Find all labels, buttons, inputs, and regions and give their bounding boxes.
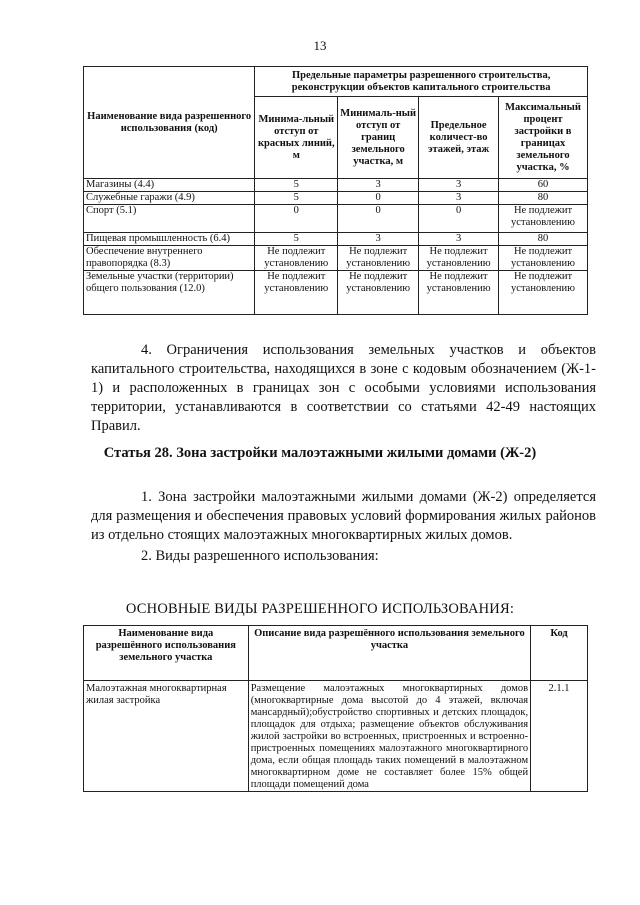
header-code: Код — [531, 626, 588, 681]
cell: 5 — [255, 233, 338, 246]
paragraph-2: 2. Виды разрешенного использования: — [141, 548, 379, 564]
permitted-uses-table — [83, 625, 588, 792]
cell: 60 — [499, 179, 588, 192]
cell: 3 — [338, 179, 419, 192]
cell: 3 — [338, 233, 419, 246]
article-title: Статья 28. Зона застройки малоэтажными жилыми домами (Ж-2) — [103, 445, 537, 461]
cell: Не подлежит установлению — [338, 271, 419, 315]
row-name: Спорт (5.1) — [84, 205, 255, 233]
cell: 3 — [419, 179, 499, 192]
cell: 80 — [499, 233, 588, 246]
table-row — [84, 246, 588, 271]
use-name: Малоэтажная многоквартирная жилая застройка — [84, 681, 249, 792]
row-name: Магазины (4.4) — [84, 179, 255, 192]
row-name: Служебные гаражи (4.9) — [84, 192, 255, 205]
use-description: Размещение малоэтажных многоквартирных домов (многоквартирные дома высотой до 4 этажей, включая мансардный);обустройство спортивных и детских площадок, площадок для отдыха; размещение объектов обслуживания жилой застройки во встроенных, пристроенных и встроенно-пристроенных помещениях малоэтажного многоквартирного дома, если общая площадь таких помещений в малоэтажном многоквартирном доме не составляет более 15% общей площади помещений дома — [248, 681, 530, 792]
header-description: Описание вида разрешённого использования земельного участка — [248, 626, 530, 681]
header-col: Предельное количест-во этажей, этаж — [419, 97, 499, 179]
table-row — [84, 681, 588, 792]
cell: 0 — [338, 192, 419, 205]
parameters-table — [83, 66, 588, 315]
cell: 0 — [255, 205, 338, 233]
header-col: Максимальный процент застройки в границах земельного участка, % — [499, 97, 588, 179]
section-heading: ОСНОВНЫЕ ВИДЫ РАЗРЕШЕННОГО ИСПОЛЬЗОВАНИЯ: — [125, 601, 515, 617]
cell: 3 — [419, 233, 499, 246]
table-row — [84, 271, 588, 315]
cell: Не подлежит установлению — [499, 205, 588, 233]
table-row — [84, 205, 588, 233]
header-name: Наименование вида разрешенного использования (код) — [84, 67, 255, 179]
cell: Не подлежит установлению — [338, 246, 419, 271]
cell: 0 — [419, 205, 499, 233]
header-col: Минима-льный отступ от красных линий, м — [255, 97, 338, 179]
cell: Не подлежит установлению — [255, 271, 338, 315]
cell: 5 — [255, 192, 338, 205]
table-row — [84, 179, 588, 192]
table-row — [84, 192, 588, 205]
cell: Не подлежит установлению — [255, 246, 338, 271]
page-number: 13 — [313, 38, 327, 53]
cell: 5 — [255, 179, 338, 192]
paragraph-4: 4. Ограничения использования земельных участков и объектов капитального строительства, находящихся в зоне с кодовым обозначением (Ж-1-1) и расположенных в границах зон с особыми условиями использования территории, устанавливаются в соответствии со статьями 42-49 настоящих Правил. — [91, 342, 596, 434]
header-name: Наименование вида разрешённого использования земельного участка — [84, 626, 249, 681]
cell: Не подлежит установлению — [419, 271, 499, 315]
cell: Не подлежит установлению — [419, 246, 499, 271]
paragraph-1: 1. Зона застройки малоэтажными жилыми домами (Ж-2) определяется для размещения и обеспечения правовых условий формирования жилых районов из отдельно стоящих малоэтажных многоквартирных жилых домов. — [91, 489, 596, 543]
cell: 0 — [338, 205, 419, 233]
table-row — [84, 233, 588, 246]
row-name: Обеспечение внутреннего правопорядка (8.3) — [84, 246, 255, 271]
row-name: Пищевая промышленность (6.4) — [84, 233, 255, 246]
cell: 3 — [419, 192, 499, 205]
use-code: 2.1.1 — [531, 681, 588, 792]
row-name: Земельные участки (территории) общего пользования (12.0) — [84, 271, 255, 315]
cell: 80 — [499, 192, 588, 205]
cell: Не подлежит установлению — [499, 271, 588, 315]
header-group: Предельные параметры разрешенного строительства, реконструкции объектов капитального строительства — [255, 67, 588, 97]
header-col: Минималь-ный отступ от границ земельного участка, м — [338, 97, 419, 179]
cell: Не подлежит установлению — [499, 246, 588, 271]
